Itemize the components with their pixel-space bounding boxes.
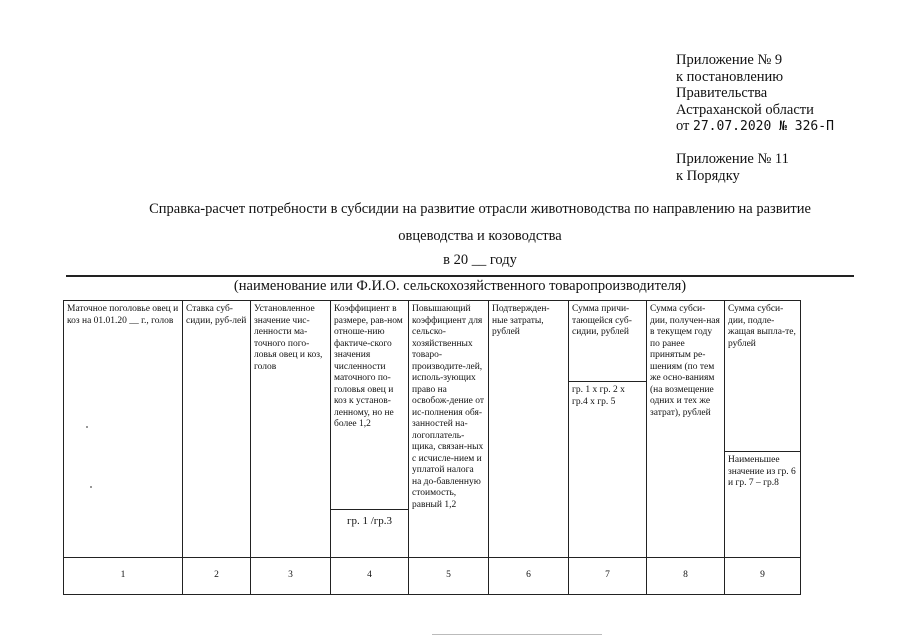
header-text: Маточное поголовье овец и коз на 01.01.20 __ г., голов [67, 304, 179, 326]
header-text: Сумма причи-тающейся суб-сидии, рублей [572, 304, 632, 337]
header-text: Установленное значение чис-ленности ма-точного пого-ловья овец и коз, голов [254, 304, 323, 372]
annex2-line: Приложение № 11 [676, 151, 789, 167]
column-number: 9 [725, 558, 801, 595]
header-col-5 [409, 301, 489, 558]
scan-speck [86, 426, 88, 428]
col7-formula: гр. 1 х гр. 2 х гр.4 х гр. 5 [569, 381, 646, 411]
table-number-row [64, 558, 801, 595]
table-header-row [64, 301, 801, 558]
scan-speck [90, 486, 92, 488]
column-number: 8 [647, 558, 725, 595]
calculation-table [63, 300, 801, 595]
header-text: Сумма субси-дии, получен-ная в текущем году по ранее принятым ре-шениям (по тем же осно-ваниям (на возмещение одних и тех же затрат), рублей [650, 304, 720, 418]
column-number: 6 [489, 558, 569, 595]
header-col-1 [64, 301, 183, 558]
header-col-6 [489, 301, 569, 558]
column-number: 1 [64, 558, 183, 595]
annex-date-line [676, 118, 896, 136]
annex-line: Приложение № 9 [676, 52, 783, 68]
column-number: 7 [569, 558, 647, 595]
scan-edge-line [432, 634, 602, 635]
col4-formula: гр. 1 /гр.3 [331, 509, 408, 531]
producer-name-caption: (наименование или Ф.И.О. сельскохозяйственного товаропроизводителя) [233, 278, 687, 294]
header-text: Ставка суб-сидии, руб-лей [186, 304, 247, 326]
header-col-7 [569, 301, 647, 558]
document-title-line1: Справка-расчет потребности в субсидии на развитие отрасли животноводства по направлению на развитие [149, 201, 811, 217]
header-text: Сумма субси-дии, подле-жащая выпла-те, рублей [728, 304, 796, 349]
header-text: Подтвержден-ные затраты, рублей [492, 304, 550, 337]
header-col-4 [331, 301, 409, 558]
col9-formula: Наименьшее значение из гр. 6 и гр. 7 – гр.8 [725, 451, 800, 493]
header-text: Повышающий коэффициент для сельско-хозяйственных товаро-производите-лей, исполь-зующих право на освобож-дение от ис-полнения обя-занностей на-логоплатель-щика, связан-ных с исчисле-нием и уплатой налога на до-бавленную стоимость, равный 1,2 [412, 304, 485, 510]
name-underline [66, 275, 854, 277]
column-number: 5 [409, 558, 489, 595]
annex2-line: к Порядку [676, 167, 740, 184]
annex-date: 27.07.2020 № 326-П [693, 119, 834, 134]
header-col-8 [647, 301, 725, 558]
header-col-9 [725, 301, 801, 558]
annex-line: Астраханской области [676, 101, 814, 118]
document-title-year: в 20 __ году [443, 252, 517, 268]
annex-line: к постановлению [676, 68, 784, 85]
annex-block [676, 52, 896, 136]
header-text: Коэффициент в размере, рав-ном отноше-нию фактиче-ского значения численности маточного по-головья овец и коз к установ-ленному, но не более 1,2 [334, 304, 403, 429]
column-number: 2 [183, 558, 251, 595]
header-col-3 [251, 301, 331, 558]
annex2-block [676, 151, 896, 184]
header-col-2 [183, 301, 251, 558]
column-number: 4 [331, 558, 409, 595]
document-title-line2: овцеводства и козоводства [398, 228, 562, 244]
annex-line: Правительства [676, 85, 768, 101]
annex-date-prefix: от [676, 118, 690, 134]
column-number: 3 [251, 558, 331, 595]
